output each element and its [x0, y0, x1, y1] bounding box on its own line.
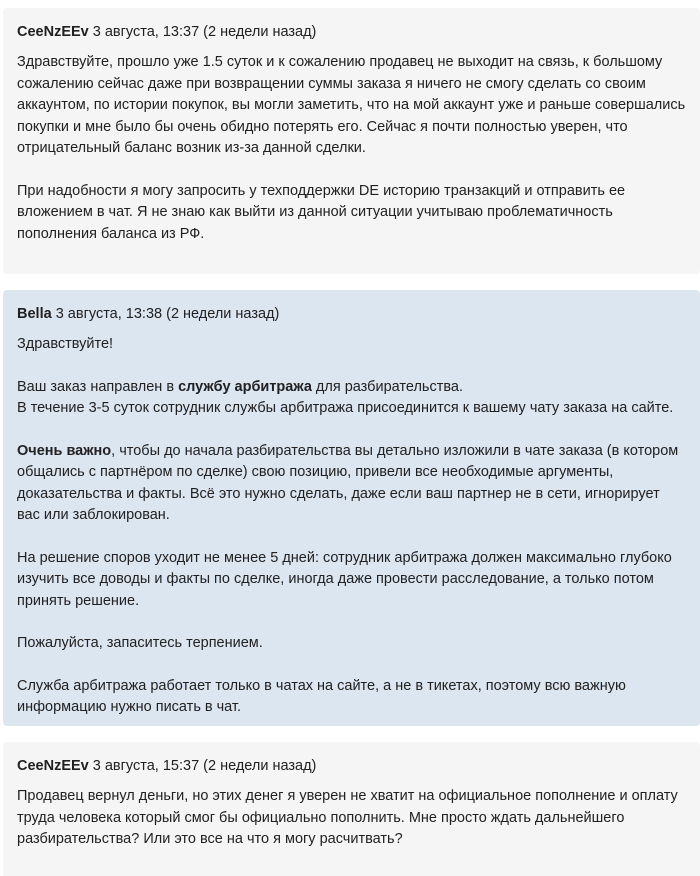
- message-paragraph: На решение споров уходит не менее 5 дней: сотрудник арбитража должен максимально глубоко изучить все доводы и факты по сделке, иногда даже провести расследование, а только потом принять решение.: [17, 549, 672, 609]
- text-span: В течение 3-5 суток сотрудник службы арбитража присоединится к вашему чату заказа на сайте.: [17, 400, 674, 416]
- message-body: [17, 52, 686, 245]
- message-paragraph: Здравствуйте, прошло уже 1.5 суток и к сожалению продавец не выходит на связь, к большому сожалению сейчас даже при возвращении суммы заказа я ничего не смогу сделать со своим аккаунтом, по истории покупок, вы могли заметить, что на мой аккаунт уже и раньше совершались покупки и мне было бы очень обидно потерять его. Сейчас я почти полностью уверен, что отрицательный баланс возник из-за данной сделки.: [17, 54, 686, 156]
- message-staff: [3, 290, 700, 726]
- text-span: Ваш заказ направлен в: [17, 378, 179, 395]
- message-user: [3, 742, 700, 876]
- message-relative-time: (2 недели назад): [203, 24, 317, 40]
- important-emphasis: Очень важно: [17, 442, 112, 459]
- message-body: [17, 786, 686, 851]
- message-relative-time: (2 недели назад): [166, 306, 280, 322]
- message-date: 3 августа, 13:37: [92, 24, 200, 40]
- message-paragraph: [17, 377, 686, 420]
- message-paragraph: Продавец вернул деньги, но этих денег я уверен не хватит на официальное пополнение и оплату труда человека который смог бы официально пополнить. Мне просто ждать дальнейшего разбирательства? Или это все на что я могу расчитвать?: [17, 788, 678, 847]
- arbitration-service-emphasis: службу арбитража: [178, 378, 312, 395]
- message-paragraph: [17, 441, 686, 527]
- message-header: [17, 304, 686, 324]
- message-user: [3, 8, 700, 274]
- message-header: [17, 756, 686, 776]
- message-paragraph: При надобности я могу запросить у техподдержки DE историю транзакций и отправить ее вложением в чат. Я не знаю как выйти из данной ситуации учитываю проблематичность пополнения баланса из РФ.: [17, 182, 626, 242]
- message-paragraph: Служба арбитража работает только в чатах на сайте, а не в тикетах, поэтому всю важную информацию нужно писать в чат.: [17, 677, 626, 715]
- message-greeting: Здравствуйте!: [17, 336, 114, 352]
- message-header: [17, 22, 686, 42]
- text-span: , чтобы до начала разбирательства вы детально изложили в чате заказа (в котором общались с партнёром по сделке) свою позицию, привели все необходимые аргументы, доказательства и факты. Всё это нужно сделать, даже если ваш партнер не в сети, игнорирует вас или заблокирован.: [17, 442, 679, 523]
- message-body: [17, 334, 686, 719]
- message-date: 3 августа, 15:37: [92, 758, 200, 774]
- text-span: для разбирательства.: [311, 378, 463, 395]
- message-author[interactable]: CeeNzEEv: [17, 24, 89, 40]
- message-relative-time: (2 недели назад): [203, 758, 317, 774]
- message-date: 3 августа, 13:38: [55, 306, 163, 322]
- message-paragraph: Пожалуйста, запаситесь терпением.: [17, 635, 263, 651]
- message-author[interactable]: CeeNzEEv: [17, 758, 89, 774]
- message-author[interactable]: Bella: [17, 306, 52, 322]
